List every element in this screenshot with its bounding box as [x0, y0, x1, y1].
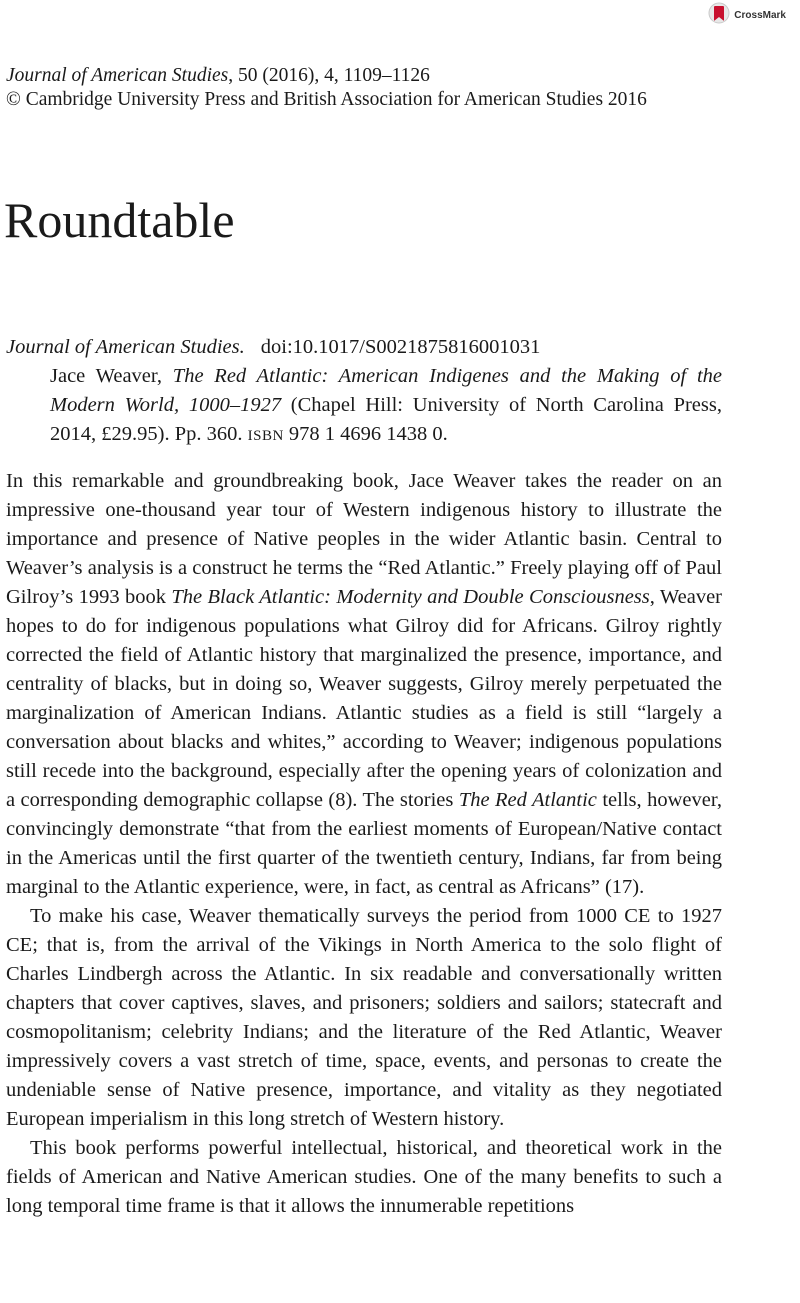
book-title: The Red Atlantic: American Indigenes and the Making of the Modern World, 1000–1927 [50, 365, 722, 416]
journal-line [6, 64, 647, 88]
citation-journal: Journal of American Studies. [6, 336, 245, 358]
section-title: Roundtable [4, 192, 235, 248]
book-isbn: 978 1 4696 1438 0. [283, 423, 448, 445]
red-atlantic-title: The Red Atlantic [458, 789, 597, 811]
volume-info: , 50 (2016), 4, 1109–1126 [228, 65, 430, 86]
doi-link[interactable]: doi:10.1017/S0021875816001031 [260, 336, 541, 358]
paragraph-1-text-a: In this remarkable and groundbreaking book, Jace Weaver takes the reader on an impressive one-thousand year tour of Western indigenous history to illustrate the importance and presence of Native peoples in the wider Atlantic basin. Central to Weaver’s analysis is a construct he terms the “Red Atlantic.” Freely playing off of Paul Gilroy’s 1993 book [6, 470, 722, 608]
citation-line [6, 333, 796, 362]
isbn-label: ISBN [247, 428, 284, 444]
paragraph-3: This book performs powerful intellectual, historical, and theoretical work in the fields of American and Native American studies. One of the many benefits to such a long temporal time frame is that it allows the innumerable repetitions [6, 1137, 722, 1217]
crossmark-badge[interactable] [708, 2, 786, 28]
black-atlantic-title: The Black Atlantic: Modernity and Double Consciousness [171, 586, 650, 608]
crossmark-label: CrossMark [734, 9, 786, 21]
crossmark-icon [708, 2, 730, 28]
paragraph-1-text-c: tells, however, convincingly demonstrate “that from the earliest moments of European/Native contact in the Americas until the first quarter of the twentieth century, Indians, far from being marginal to the Atlantic experience, were, in fact, as central as Africans” (17). [6, 789, 722, 898]
paragraph-2: To make his case, Weaver thematically surveys the period from 1000 CE to 1927 CE; that is, from the arrival of the Vikings in North America to the solo flight of Charles Lindbergh across the Atlantic. In six readable and conversationally written chapters that cover captives, slaves, and prisoners; soldiers and sailors; statecraft and cosmopolitanism; celebrity Indians; and the literature of the Red Atlantic, Weaver impressively covers a vast stretch of time, space, events, and personas to create the undeniable sense of Native presence, importance, and vitality as they negotiated European imperialism in this long stretch of Western history. [6, 905, 722, 1130]
book-details: (Chapel Hill: University of North Carolina Press, 2014, £29.95). Pp. 360. [50, 394, 722, 445]
paragraph-1 [6, 467, 722, 902]
paragraph-1-text-b: , Weaver hopes to do for indigenous populations what Gilroy did for Africans. Gilroy rightly corrected the field of Atlantic history that marginalized the presence, importance, and centrality of blacks, but in doing so, Weaver suggests, Gilroy merely perpetuated the marginalization of American Indians. Atlantic studies as a field is still “largely a conversation about blacks and whites,” according to Weaver; indigenous populations still recede into the background, especially after the opening years of colonization and a corresponding demographic collapse (8). The stories [6, 586, 722, 811]
journal-header [6, 64, 647, 112]
copyright-line: © Cambridge University Press and British Association for American Studies 2016 [6, 89, 647, 110]
review-body [6, 467, 722, 1221]
book-author: Jace Weaver, [50, 365, 173, 387]
journal-title: Journal of American Studies [6, 65, 229, 86]
book-reference [50, 362, 722, 451]
